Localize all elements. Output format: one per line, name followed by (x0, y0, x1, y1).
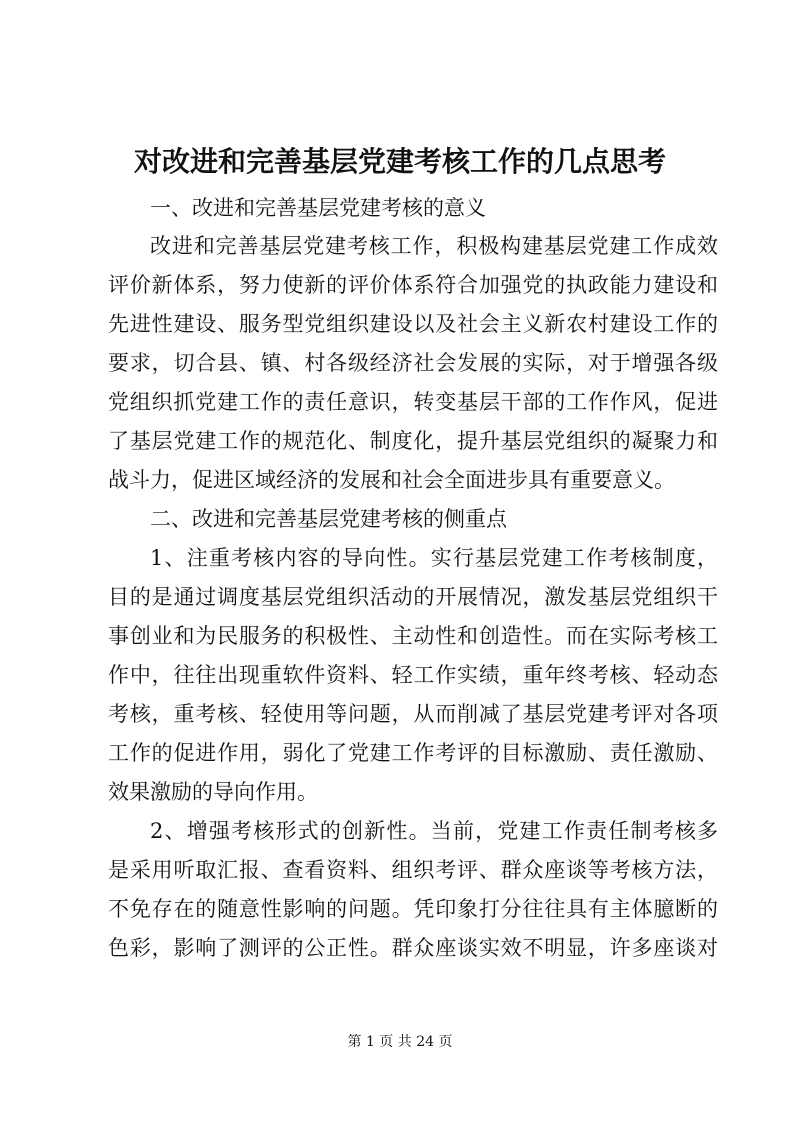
paragraph-line: 作中，往往出现重软件资料、轻工作实绩，重年终考核、轻动态 (108, 663, 718, 687)
paragraph-line: 改进和完善基层党建考核工作，积极构建基层党建工作成效 (150, 234, 718, 258)
paragraph-line: 要求，切合县、镇、村各级经济社会发展的实际，对于增强各级 (108, 351, 718, 375)
paragraph-line: 评价新体系，努力使新的评价体系符合加强党的执政能力建设和 (108, 273, 718, 297)
paragraph-line: 不免存在的随意性影响的问题。凭印象打分往往具有主体臆断的 (108, 897, 718, 921)
paragraph-line: 党组织抓党建工作的责任意识，转变基层干部的工作作风，促进 (108, 390, 718, 414)
paragraph-line: 工作的促进作用，弱化了党建工作考评的目标激励、责任激励、 (108, 741, 718, 765)
paragraph-line: 2、增强考核形式的创新性。当前，党建工作责任制考核多 (150, 819, 718, 843)
paragraph-line: 先进性建设、服务型党组织建设以及社会主义新农村建设工作的 (108, 312, 718, 336)
paragraph-line: 是采用听取汇报、查看资料、组织考评、群众座谈等考核方法， (108, 858, 718, 882)
paragraph-line: 事创业和为民服务的积极性、主动性和创造性。而在实际考核工 (108, 624, 718, 648)
section-heading-2: 二、改进和完善基层党建考核的侧重点 (150, 507, 507, 531)
paragraph-line: 了基层党建工作的规范化、制度化，提升基层党组织的凝聚力和 (108, 429, 718, 453)
paragraph-line: 色彩，影响了测评的公正性。群众座谈实效不明显，许多座谈对 (108, 936, 718, 960)
paragraph-line: 1、注重考核内容的导向性。实行基层党建工作考核制度， (150, 546, 718, 570)
paragraph-line: 效果激励的导向作用。 (108, 780, 318, 804)
paragraph-line: 目的是通过调度基层党组织活动的开展情况，激发基层党组织干 (108, 585, 718, 609)
document-title: 对改进和完善基层党建考核工作的几点思考 (133, 145, 666, 178)
page-number: 第 1 页 共 24 页 (347, 1034, 453, 1050)
section-heading-1: 一、改进和完善基层党建考核的意义 (150, 196, 486, 220)
paragraph-line: 战斗力，促进区域经济的发展和社会全面进步具有重要意义。 (108, 468, 675, 492)
paragraph-line: 考核，重考核、轻使用等问题，从而削减了基层党建考评对各项 (108, 702, 718, 726)
